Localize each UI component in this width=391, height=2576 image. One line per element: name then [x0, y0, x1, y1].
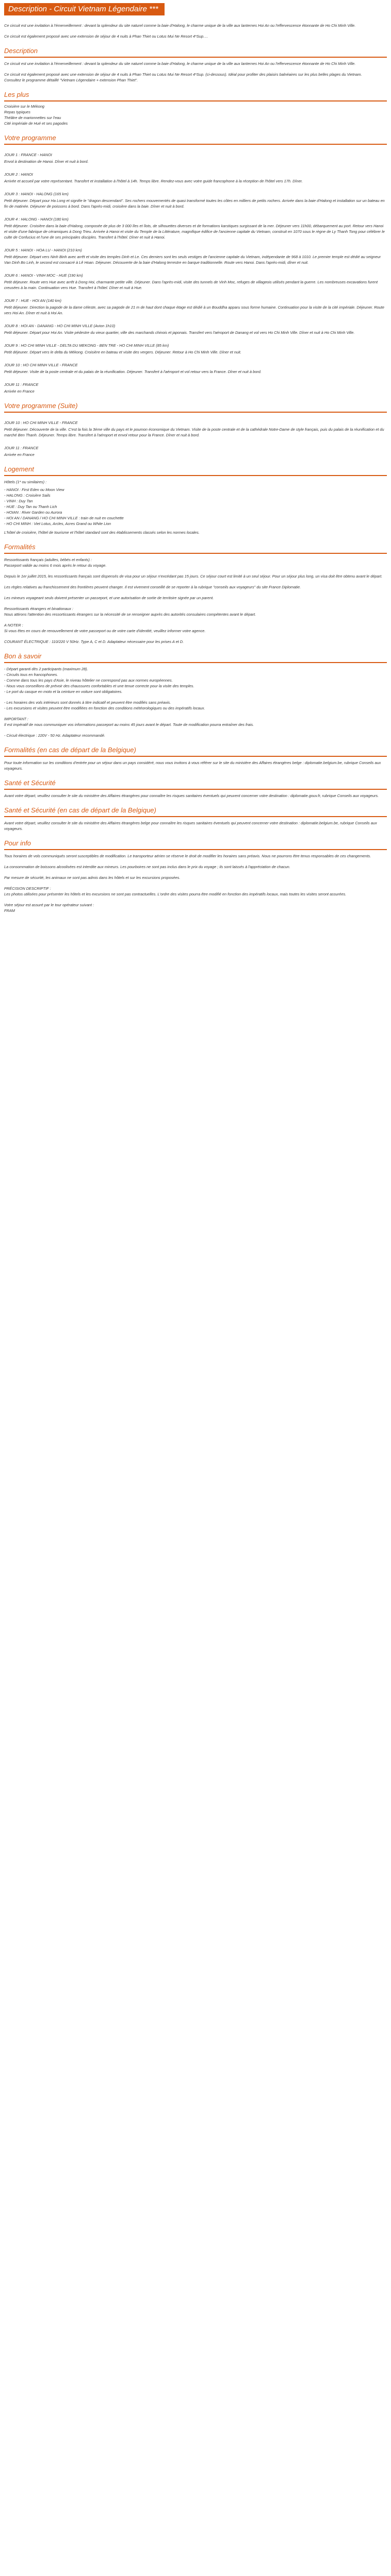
- formalites-heading: Formalités: [4, 543, 387, 554]
- day-description: Petit déjeuner. Visite de la poste centrale et du palais de la réunification. Déjeuner. Transfert à l'aéroport et vol retour vers la France. Dîner et nuit à bord.: [4, 369, 262, 374]
- logement-list: [4, 487, 387, 527]
- list-item: - HANOI : First Eden ou Moon View: [4, 487, 64, 492]
- day-description: Arrivée en France: [4, 452, 35, 457]
- bon-a-savoir-paragraph: IMPORTANT : Il est impératif de nous communiquer vos informations passeport au moins 45 jours avant le départ. Toute de modification pourra entraîner des frais.: [4, 717, 254, 727]
- formalites-belgique-heading: Formalités (en cas de départ de la Belgique): [4, 745, 387, 757]
- pour-info-paragraph: La consommation de boissons alcoolisées est interdite aux mineurs. Les pourboires ne sont pas inclus dans le prix du voyage ; ils sont laissés à l'appréciation de chacun.: [4, 865, 290, 869]
- day-title: JOUR 2 : HANOI: [4, 172, 33, 177]
- list-item: - HALONG : Croisière Sails: [4, 493, 51, 498]
- description-paragraph: Ce circuit est également proposé avec une extension de séjour de 4 nuits à Phan Thiet ou Lotus Mui Ne Resort 4*Sup. (ci-dessous). Idéal pour profiter des plaisirs balnéaires sur les plus belles plages du Vietnam. Consultez le programme détaillé "Vietnam Légendaire + extension Phan Thiet".: [4, 72, 362, 82]
- formalites-paragraph: Les règles relatives au franchissement des frontières peuvent changer. Il est vivement conseillé de se reporter à la rubrique "conseils aux voyageurs" du site France Diplomatie.: [4, 585, 301, 589]
- day-title: JOUR 11 : FRANCE: [4, 446, 39, 450]
- page-title-banner: Description - Circuit Vietnam Légendaire ***: [4, 3, 165, 15]
- day-description: Petit déjeuner. Direction la pagode de la dame céleste, avec sa pagode de 21 m de haut dont chaque étage est dédié à un Bouddha apparu sous forme humaine. Continuation pour la visite de la cité impériale. Déjeuner. Route vers Hoi An. Dîner et nuit à Hoi An.: [4, 305, 384, 315]
- day-title: JOUR 9 : HO CHI MINH VILLE - DELTA DU MEKONG - BEN TRE - HO CHI MINH VILLE (85 km): [4, 343, 169, 348]
- day-description: Petit déjeuner. Croisière dans la baie d'Halong, composée de plus de 3 000 îles et îlots, de silhouettes diverses et de formations karstiques surgissant de la mer. Déjeuner vers 11h00, débarquement au port. Retour vers Hanoi et visite d'une fabrique de céramiques à Dong Trieu. Arrivée à Hanoi et visite du Temple de la Littérature, magnifique édifice de l'ancienne capitale du Vietnam, construit en 1070 sous le règne de Ly Thanh Tong pour célébrer le culte de Confucius et l'une de ses principales disciples. Transfert à l'hôtel. Dîner et nuit à Hanoi.: [4, 224, 385, 240]
- formalites-paragraph: Ressortissants étrangers et binationaux : Nous attirons l'attention des ressortissants étrangers sur la nécessité de se renseigner auprès des autorités consulaires compétentes avant le départ.: [4, 606, 256, 617]
- list-item: Croisière sur le Mékong: [4, 104, 45, 109]
- day-title: JOUR 7 : HUE - HOI AN (140 km): [4, 298, 62, 303]
- day-title: JOUR 8 : HOI AN - DANANG - HO CHI MINH VILLE (Avion 1h10): [4, 324, 116, 328]
- sante-belgique-paragraph: Avant votre départ, veuillez consulter le site du ministère des Affaires étrangères belge pour connaître les risques sanitaires éventuels qui peuvent concerner votre destination : diplomatie.belgium.be, rubrique Conseils aux voyageurs.: [4, 821, 378, 831]
- list-item: - HOIAN : River Garden ou Aurora: [4, 510, 62, 515]
- pour-info-heading: Pour info: [4, 839, 387, 850]
- pour-info-paragraph: Votre séjour est assuré par le tour opérateur suivant : FRAM: [4, 903, 94, 913]
- list-item: Cité impériale de Hué et ses pagodes: [4, 121, 68, 126]
- formalites-paragraph: Ressortissants français (adultes, bébés et enfants) : Passeport valide au moins 6 mois après le retour du voyage.: [4, 557, 107, 568]
- list-item: - HO CHI MINH : Viet Lotus, Arcles, Acres Grand ou White Lion: [4, 521, 111, 526]
- logement-heading: Logement: [4, 465, 387, 476]
- list-item: - HUE : Duy Tan ou Thanh Lich: [4, 504, 57, 509]
- programme-heading: Votre programme: [4, 133, 387, 145]
- plus-heading: Les plus: [4, 90, 387, 101]
- day-title: JOUR 10 : HO CHI MINH VILLE - FRANCE: [4, 420, 78, 425]
- day-description: Envol à destination de Hanoi. Dîner et nuit à bord.: [4, 159, 89, 164]
- day-description: Arrivée en France: [4, 389, 35, 394]
- bon-a-savoir-paragraph: - Départ garanti dès 2 participants (maximum 28). - Circuits tous en francophones. - Comme dans tous les pays d'Asie, le niveau hôtelier ne correspond pas aux normes européennes. - Nous vous conseillons de prévoir des chaussures confortables et une tenue correcte pour la visite des temples. - Le port du casque en moto et la ceinture en voiture sont obligatoires.: [4, 667, 194, 694]
- sante-heading: Santé et Sécurité: [4, 778, 387, 790]
- pour-info-paragraph: Tous horaires de vols communiqués seront susceptibles de modification. Le transporteur aérien se réserve le droit de modifier les horaires sans préavis. Nous ne pourrons être tenus responsables de ces changements.: [4, 854, 371, 858]
- day-description: Petit déjeuner. Départ pour Hoi An. Visite pédestre du vieux quartier, ville des marchands chinois et japonais. Transfert vers l'aéroport de Danang et vol vers Ho Chi Minh Ville. Dîner et nuit à Ho Chi Minh Ville.: [4, 330, 355, 335]
- day-title: JOUR 10 : HO CHI MINH VILLE - FRANCE: [4, 363, 78, 367]
- day-description: Petit déjeuner. Départ pour Ha Long et signifie le "dragon descendant". Ses rochers mouvementés de quasi transformé toutes les côtes en milliers de petits rochers. Arrivée dans la baie d'Halong et installation sur un bateau en fin de matinée. Déjeuner de poissons à bord. Dans l'après-midi, croisière dans la baie. Dîner et nuit à bord.: [4, 198, 385, 209]
- intro-paragraph-1: Ce circuit est une invitation à l'émerveillement : devant la splendeur du site naturel comme la baie d'Halong, le charme unique de la ville aux lanternes Hoi An ou l'effervescence étonnante de Ho Chi Minh Ville.: [4, 23, 356, 28]
- day-description: Petit déjeuner. Route vers Hue avec arrêt à Dong Hoi, charmante petite ville. Déjeuner. Dans l'après-midi, visite des tunnels de Vinh Moc, refuges de villageois utilisés pendant la guerre. Les nombreuses excavations furent creusées à la main. Continuation vers Hue. Transfert à l'hôtel. Dîner et nuit à Hue.: [4, 280, 378, 290]
- day-description: Petit déjeuner. Départ vers le delta du Mékong. Croisière en bateau et visite des vergers. Déjeuner. Retour à Ho Chi Minh Ville. Dîner et nuit.: [4, 350, 241, 354]
- day-title: JOUR 11 : FRANCE: [4, 382, 39, 387]
- logement-note: L'hôtel de croisière, l'hôtel de tourisme et l'hôtel standard sont des établissements classés selon les normes locales.: [4, 530, 200, 535]
- list-item: Théâtre de marionnettes sur l'eau: [4, 115, 61, 120]
- day-title: JOUR 3 : HANOI - HALONG (165 km): [4, 192, 69, 196]
- day-description: Arrivée et accueil par votre représentant. Transfert et installation à l'hôtel à 14h. Temps libre. Rendez-vous avec votre guide francophone à la réception de l'hôtel vers 17h. Dîner.: [4, 179, 303, 183]
- day-description: Petit déjeuner. Départ vers Ninh Binh avec arrêt et visite des temples Dinh et Le. Ces derniers sont les seuls vestiges de l'ancienne capitale du Vietnam, indépendante de 968 à 1010. Le premier temple est dédié au seigneur Van Dinh Bo Linh, le second est consacré à Lê Hoan. Déjeuner. Découverte de la baie d'Halong terrestre en barque traditionnelle. Route vers Hanoi. Dans l'après-midi, dîner et nuit.: [4, 255, 381, 265]
- bon-a-savoir-heading: Bon à savoir: [4, 652, 387, 663]
- intro-paragraph-2: Ce circuit est également proposé avec une extension de séjour de 4 nuits à Phan Thiet ou Lotus Mui Ne Resort 4*Sup.…: [4, 34, 208, 39]
- pour-info-paragraph: Par mesure de sécurité, les animaux ne sont pas admis dans les hôtels et sur les excursions proposées.: [4, 875, 181, 880]
- formalites-paragraph: COURANT ÉLECTRIQUE : 110/220 V 50Hz. Type A, C et D. Adaptateur nécessaire pour les prises A et D.: [4, 639, 184, 644]
- day-title: JOUR 1 : FRANCE - HANOI: [4, 152, 52, 157]
- logement-intro: Hôtels (1* ou similaires) :: [4, 480, 47, 484]
- formalites-belgique-paragraph: Pour toute information sur les conditions d'entrée pour un séjour dans un pays considéré, nous vous invitons à vous référer sur le site du ministère des Affaires étrangères belge : diplomatie.belgium.be, rubrique Conseils aux voyageurs.: [4, 760, 382, 771]
- formalites-paragraph: Les mineurs voyageant seuls doivent présenter un passeport, et une autorisation de sortie de territoire signée par un parent.: [4, 596, 214, 600]
- formalites-paragraph: A NOTER : Si vous êtes en cours de renouvellement de votre passeport ou de votre carte d'identité, veuillez informer votre agence.: [4, 623, 206, 633]
- page: [0, 0, 391, 913]
- list-item: - VINH : Duy Tan: [4, 499, 33, 503]
- formalites-paragraph: Depuis le 1er juillet 2015, les ressortissants français sont dispensés de visa pour un séjour n'excédant pas 15 jours. Ce séjour court est limité à un seul séjour. Pour un séjour plus long, un visa doit être obtenu avant le départ.: [4, 574, 383, 579]
- sante-belgique-heading: Santé et Sécurité (en cas de départ de la Belgique): [4, 806, 387, 817]
- programme-days: [4, 152, 387, 394]
- day-title: JOUR 4 : HALONG - HANOI (180 km): [4, 217, 69, 222]
- sante-paragraph: Avant votre départ, veuillez consulter le site du ministère des Affaires étrangères pour connaître les risques sanitaires éventuels qui peuvent concerner votre destination : diplomatie.gouv.fr, rubrique Conseils aux voyageurs.: [4, 793, 379, 798]
- day-title: JOUR 6 : HANOI - VINH MOC - HUE (190 km): [4, 273, 83, 278]
- day-title: JOUR 5 : HANOI - HOA LU - HANOI (210 km): [4, 248, 82, 252]
- plus-list: [4, 104, 387, 126]
- pour-info-paragraph: PRÉCISION DESCRIPTIF : Les photos utilisées pour présenter les hôtels et les excursions ne sont pas contractuelles. L'ordre des visites pourra être modifié en fonction des impératifs locaux, mais toutes les visites seront assurées.: [4, 886, 347, 896]
- list-item: - HOI AN / DANANG / HO CHI MINH VILLE : train de nuit en couchette: [4, 516, 124, 520]
- bon-a-savoir-paragraph: - Circuit électrique : 220V - 50 Hz. Adaptateur recommandé.: [4, 733, 106, 738]
- bon-a-savoir-paragraph: - Les horaires des vols intérieurs sont donnés à titre indicatif et peuvent être modifiés sans préavis. - Les excursions et visites peuvent être modifiées en fonction des conditions météorologiques ou des impératifs locaux.: [4, 700, 205, 710]
- programme-suite-heading: Votre programme (Suite): [4, 401, 387, 413]
- programme-suite-days: [4, 420, 387, 457]
- list-item: Repas typiques: [4, 110, 30, 114]
- day-description: Petit déjeuner. Découverte de la ville. C'est la fois la 3ème ville du pays et le poumon économique du Vietnam. Visite de la poste centrale et de la cathédrale Notre-Dame de style français, puis du palais de la réunification et du marché Ben Thanh. Déjeuner. Temps libre. Transfert à l'aéroport et envol retour pour la France. Dîner et nuit à bord.: [4, 427, 384, 437]
- description-heading: Description: [4, 46, 387, 58]
- description-paragraph: Ce circuit est une invitation à l'émerveillement : devant la splendeur du site naturel comme la baie d'Halong, le charme unique de la ville aux lanternes Hoi An ou l'effervescence étonnante de Ho Chi Minh Ville.: [4, 61, 356, 66]
